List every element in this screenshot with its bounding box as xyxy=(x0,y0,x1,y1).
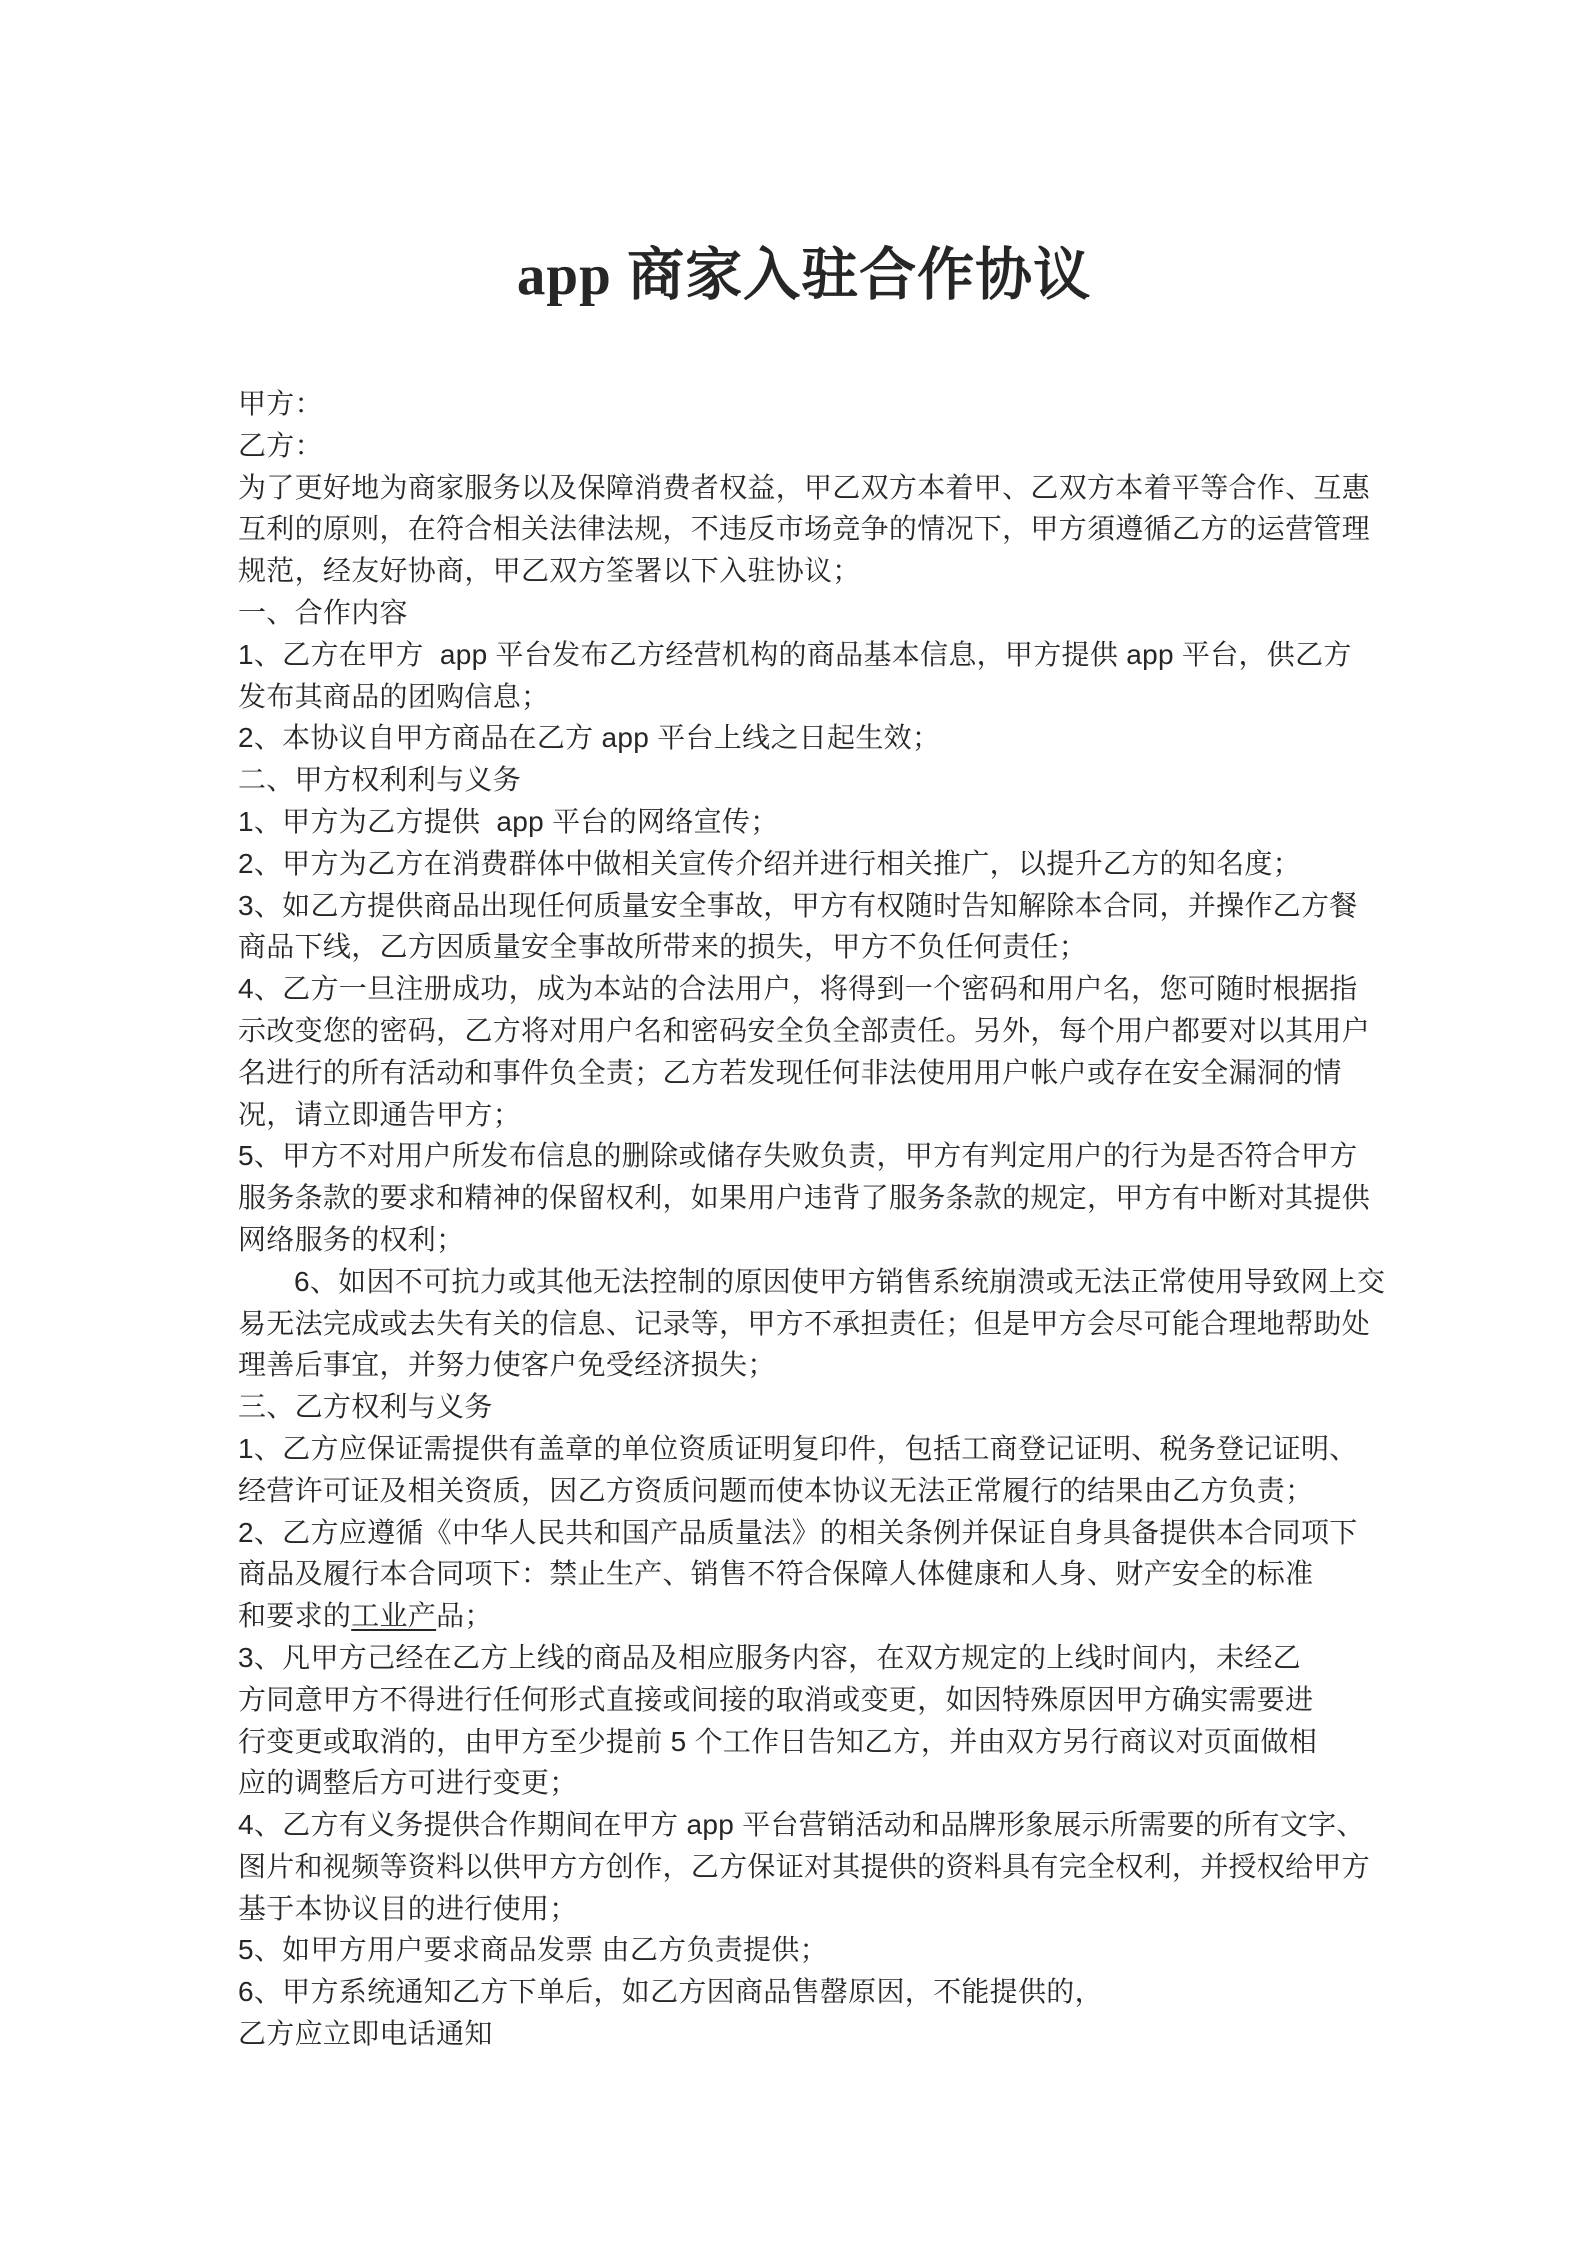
document-line: 服务条款的要求和精神的保留权利，如果用户违背了服务条款的规定，甲方有中断对其提供 xyxy=(238,1182,1371,1214)
document-line: 5、甲方不对用户所发布信息的删除或储存失败负责，甲方有判定用户的行为是否符合甲方 xyxy=(238,1140,1358,1172)
document-line: 乙方： xyxy=(238,429,323,461)
document-line: 基于本协议目的进行使用； xyxy=(238,1892,578,1924)
document-line: 网络服务的权利； xyxy=(238,1223,465,1255)
document-line: 互利的原则，在符合相关法律法规，不违反市场竞争的情况下，甲方須遵循乙方的运营管理 xyxy=(238,513,1371,545)
text-segment: 和要求的 xyxy=(238,1600,352,1632)
document-line: 二、甲方权利利与义务 xyxy=(238,764,522,796)
document-line: 商品及履行本合同项下：禁止生产、销售不符合保障人体健康和人身、财产安全的标准 xyxy=(238,1558,1314,1590)
document-line: 1、甲方为乙方提供 app 平台的网络宣传； xyxy=(238,805,779,837)
text-segment: 品； xyxy=(436,1600,493,1632)
document-line: 理善后事宜，并努力使客户免受经济损失； xyxy=(238,1349,776,1381)
document-line: 行变更或取消的，由甲方至少提前 5 个工作日告知乙方，并由双方另行商议对页面做相 xyxy=(238,1725,1318,1757)
document-line: 图片和视频等资料以供甲方方创作，乙方保证对其提供的资料具有完全权利，并授权给甲方 xyxy=(238,1850,1371,1882)
document-line: 方同意甲方不得进行任何形式直接或间接的取消或变更，如因特殊原因甲方确实需要进 xyxy=(238,1683,1314,1715)
document-line: 3、凡甲方己经在乙方上线的商品及相应服务内容，在双方规定的上线时间内，未经乙 xyxy=(238,1641,1301,1673)
document-line: 况，请立即通告甲方； xyxy=(238,1098,522,1130)
document-line: 6、如因不可抗力或其他无法控制的原因使甲方销售系统崩溃或无法正常使用导致网上交 xyxy=(294,1265,1386,1297)
document-line: 三、乙方权利与义务 xyxy=(238,1391,493,1423)
document-line: 商品下线，乙方因质量安全事故所带来的损失，甲方不负任何责任； xyxy=(238,931,1088,963)
document-line: 乙方应立即电话通知 xyxy=(238,2018,493,2050)
document-line: 4、乙方有义务提供合作期间在甲方 app 平台营销活动和品牌形象展示所需要的所有文字、 xyxy=(238,1809,1365,1841)
document-line: 2、甲方为乙方在消费群体中做相关宣传介绍并进行相关推广，以提升乙方的知名度； xyxy=(238,847,1301,879)
document-line: 为了更好地为商家服务以及保障消费者权益，甲乙双方本着甲、乙双方本着平等合作、互惠 xyxy=(238,471,1371,503)
document-line: 2、本协议自甲方商品在乙方 app 平台上线之日起生效； xyxy=(238,722,941,754)
document-line: 5、如甲方用户要求商品发票 由乙方负责提供； xyxy=(238,1934,828,1966)
underlined-text: 工业产 xyxy=(351,1600,437,1632)
document-line: 6、甲方系统通知乙方下单后，如乙方因商品售罄原因，不能提供的， xyxy=(238,1976,1103,2008)
document-line: 1、乙方应保证需提供有盖章的单位资质证明复印件，包括工商登记证明、税务登记证明、 xyxy=(238,1432,1358,1464)
document-line: 经营许可证及相关资质，因乙方资质问题而使本协议无法正常履行的结果由乙方负责； xyxy=(238,1474,1314,1506)
document-line: 1、乙方在甲方 app 平台发布乙方经营机构的商品基本信息，甲方提供 app 平台，供乙方 xyxy=(238,638,1352,670)
document-line: 规范，经友好协商，甲乙双方筌署以下入驻协议； xyxy=(238,555,861,587)
document-line: 易无法完成或去失有关的信息、记录等，甲方不承担责任；但是甲方会尽可能合理地帮助处 xyxy=(238,1307,1371,1339)
document-line: 4、乙方一旦注册成功，成为本站的合法用户，将得到一个密码和用户名，您可随时根据指 xyxy=(238,973,1358,1005)
document-line: 一、合作内容 xyxy=(238,596,408,628)
document-line: 示改变您的密码，乙方将对用户名和密码安全负全部责任。另外，每个用户都要对以其用户 xyxy=(238,1014,1371,1046)
document-line: 发布其商品的团购信息； xyxy=(238,680,550,712)
document-line: 甲方： xyxy=(238,388,323,419)
document-title: app 商家入驻合作协议 xyxy=(516,244,1092,307)
document-line: 2、乙方应遵循《中华人民共和国产品质量法》的相关条例并保证自身具备提供本合同项下 xyxy=(238,1516,1358,1548)
document-line xyxy=(238,1595,1370,1637)
document-line: 名进行的所有活动和事件负全责；乙方若发现任何非法使用用户帐户或存在安全漏洞的情 xyxy=(238,1056,1342,1088)
document-line: 应的调整后方可进行变更； xyxy=(238,1767,578,1799)
document-line: 3、如乙方提供商品出现任何质量安全事故，甲方有权随时告知解除本合同，并操作乙方餐 xyxy=(238,889,1358,921)
document-body xyxy=(238,383,1386,2055)
